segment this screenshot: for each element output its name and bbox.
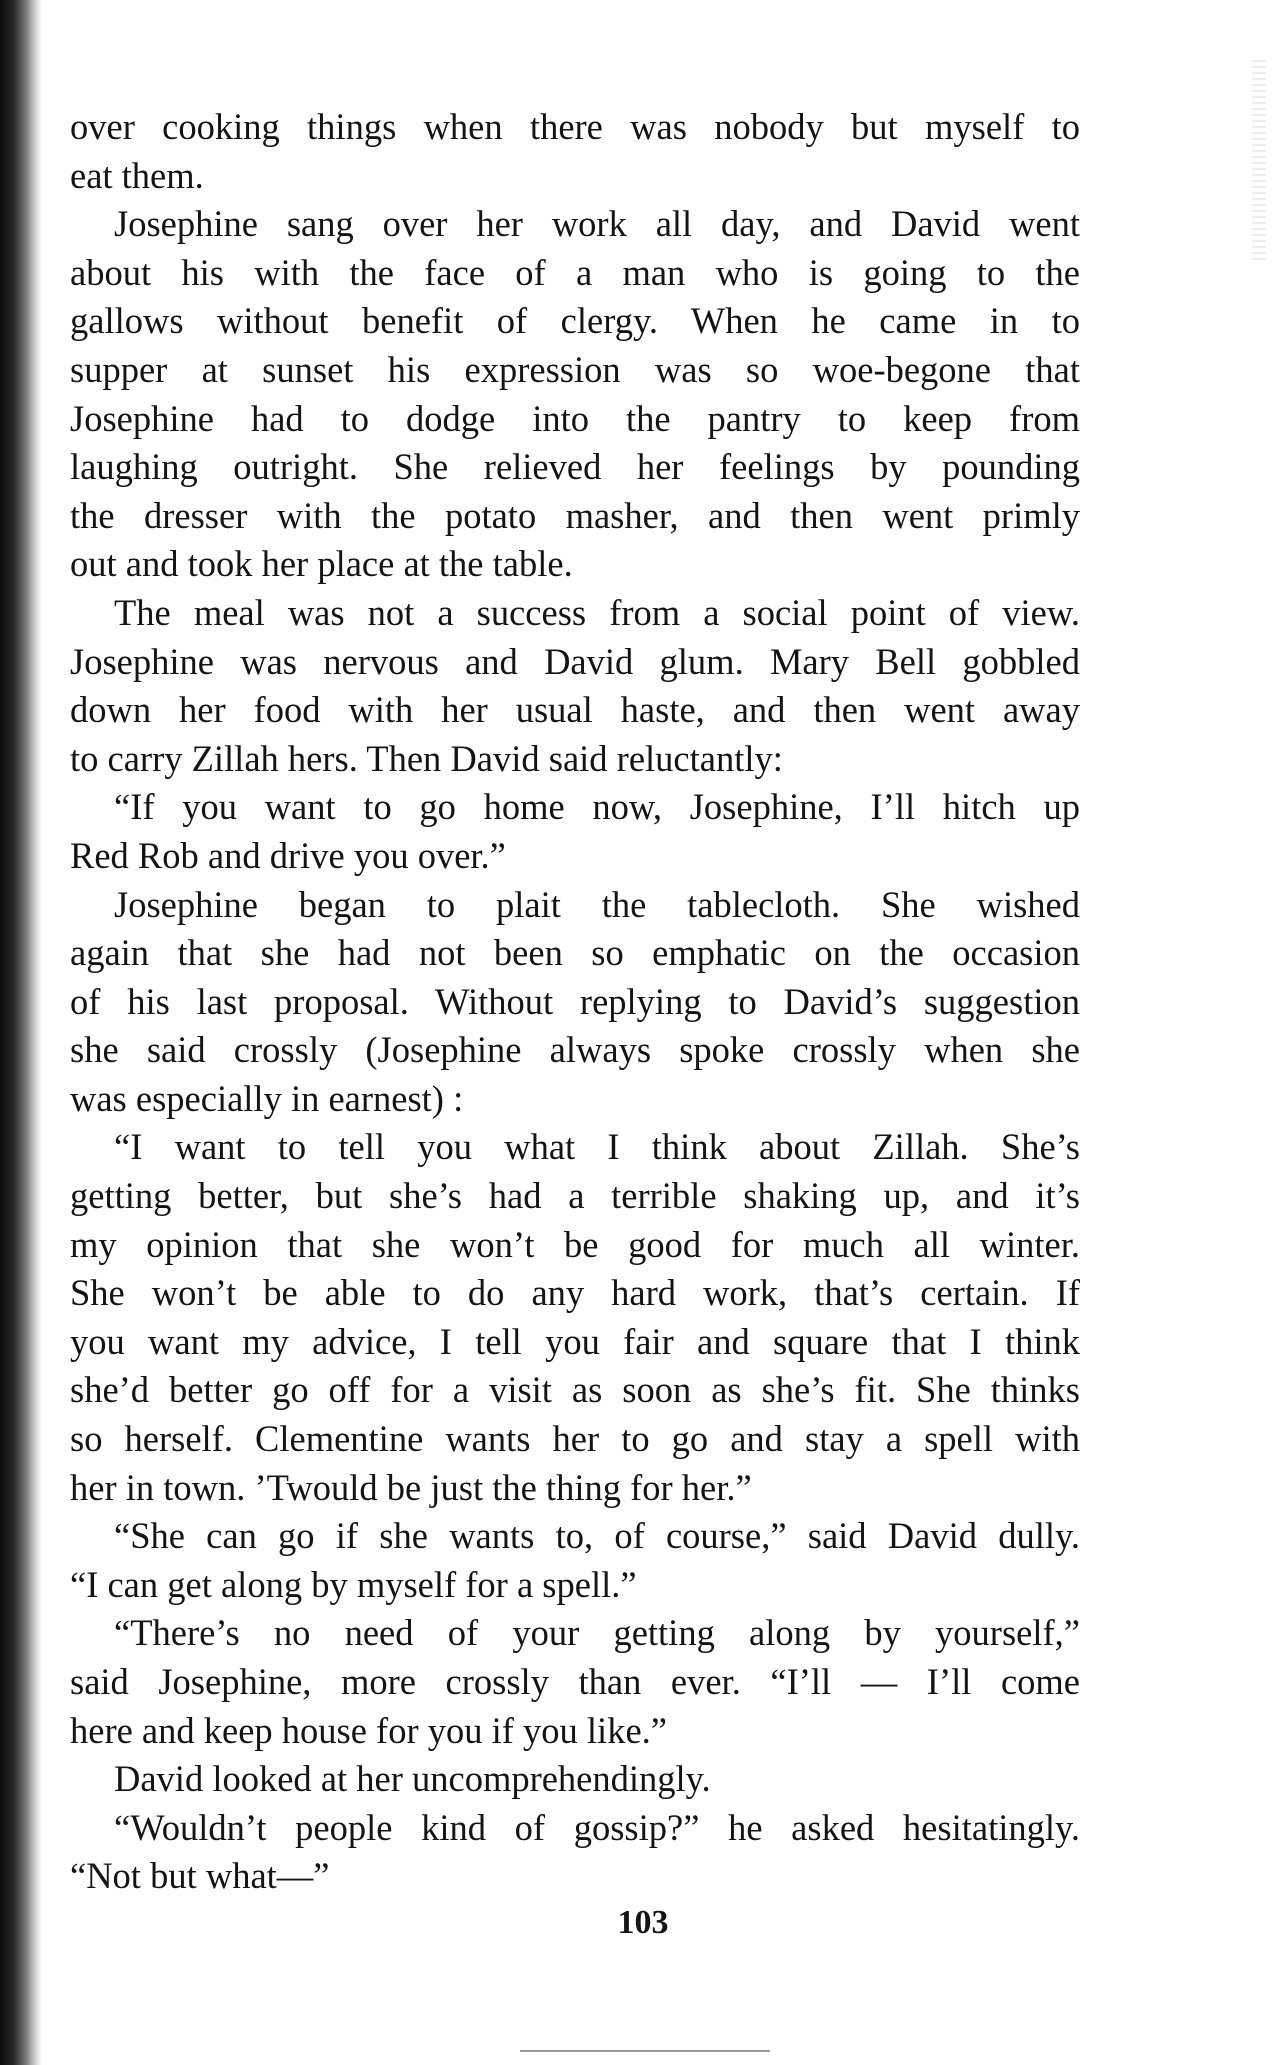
text-line: you want my advice, I tell you fair and square that I think [70, 1320, 1080, 1362]
text-line: over cooking things when there was nobody but myself to [70, 106, 1080, 147]
text-line: down her food with her usual haste, and then went away [70, 689, 1080, 731]
text-line: the dresser with the potato masher, and then went primly [70, 494, 1080, 536]
text-line: out and took her place at the table. [70, 543, 573, 585]
text-line: “I want to tell you what I think about Zillah. She’s [114, 1126, 1080, 1168]
text-line: Red Rob and drive you over.” [70, 834, 506, 876]
page-number: 103 [617, 1904, 669, 1941]
text-line: “Not but what—” [70, 1855, 330, 1897]
text-line: about his with the face of a man who is going to the [70, 251, 1080, 293]
bottom-rule [520, 2050, 770, 2052]
text-line: David looked at her uncomprehendingly. [114, 1758, 711, 1800]
text-line: “She can go if she wants to, of course,” said David dully. [114, 1515, 1080, 1557]
text-line: to carry Zillah hers. Then David said reluctantly: [70, 737, 783, 779]
text-line: Josephine had to dodge into the pantry to keep from [70, 397, 1080, 439]
text-line: of his last proposal. Without replying to David’s suggestion [70, 980, 1080, 1022]
text-line: Josephine sang over her work all day, and David went [114, 203, 1080, 245]
binding-shadow [0, 0, 42, 2065]
text-line: supper at sunset his expression was so woe-begone that [70, 348, 1080, 390]
scan-noise [1252, 60, 1266, 260]
text-line: eat them. [70, 154, 204, 196]
text-line: getting better, but she’s had a terrible shaking up, and it’s [70, 1175, 1080, 1217]
text-line: she’d better go off for a visit as soon as she’s fit. She thinks [70, 1369, 1080, 1411]
text-line: laughing outright. She relieved her feelings by pounding [70, 446, 1080, 488]
text-line: my opinion that she won’t be good for much all winter. [70, 1223, 1080, 1265]
text-line: so herself. Clementine wants her to go and stay a spell with [70, 1418, 1080, 1460]
text-line: said Josephine, more crossly than ever. “I’ll — I’ll come [70, 1661, 1080, 1702]
text-line: The meal was not a success from a social point of view. [114, 591, 1080, 633]
text-line: “There’s no need of your getting along by yourself,” [114, 1612, 1080, 1654]
text-line: She won’t be able to do any hard work, that’s certain. If [70, 1272, 1080, 1314]
text-line: “I can get along by myself for a spell.” [70, 1563, 637, 1605]
text-line: her in town. ’Twould be just the thing for her.” [70, 1466, 752, 1508]
body-text [70, 103, 1080, 1901]
text-line: was especially in earnest) : [70, 1077, 464, 1119]
text-line: she said crossly (Josephine always spoke crossly when she [70, 1029, 1080, 1071]
text-line: again that she had not been so emphatic on the occasion [70, 932, 1080, 974]
text-line: gallows without benefit of clergy. When he came in to [70, 300, 1080, 342]
text-line: Josephine was nervous and David glum. Mary Bell gobbled [70, 640, 1080, 682]
text-line: “If you want to go home now, Josephine, I’ll hitch up [114, 786, 1080, 828]
text-line: Josephine began to plait the tablecloth. She wished [114, 883, 1080, 925]
text-line: here and keep house for you if you like.” [70, 1709, 667, 1751]
text-line: “Wouldn’t people kind of gossip?” he asked hesitatingly. [114, 1806, 1080, 1848]
